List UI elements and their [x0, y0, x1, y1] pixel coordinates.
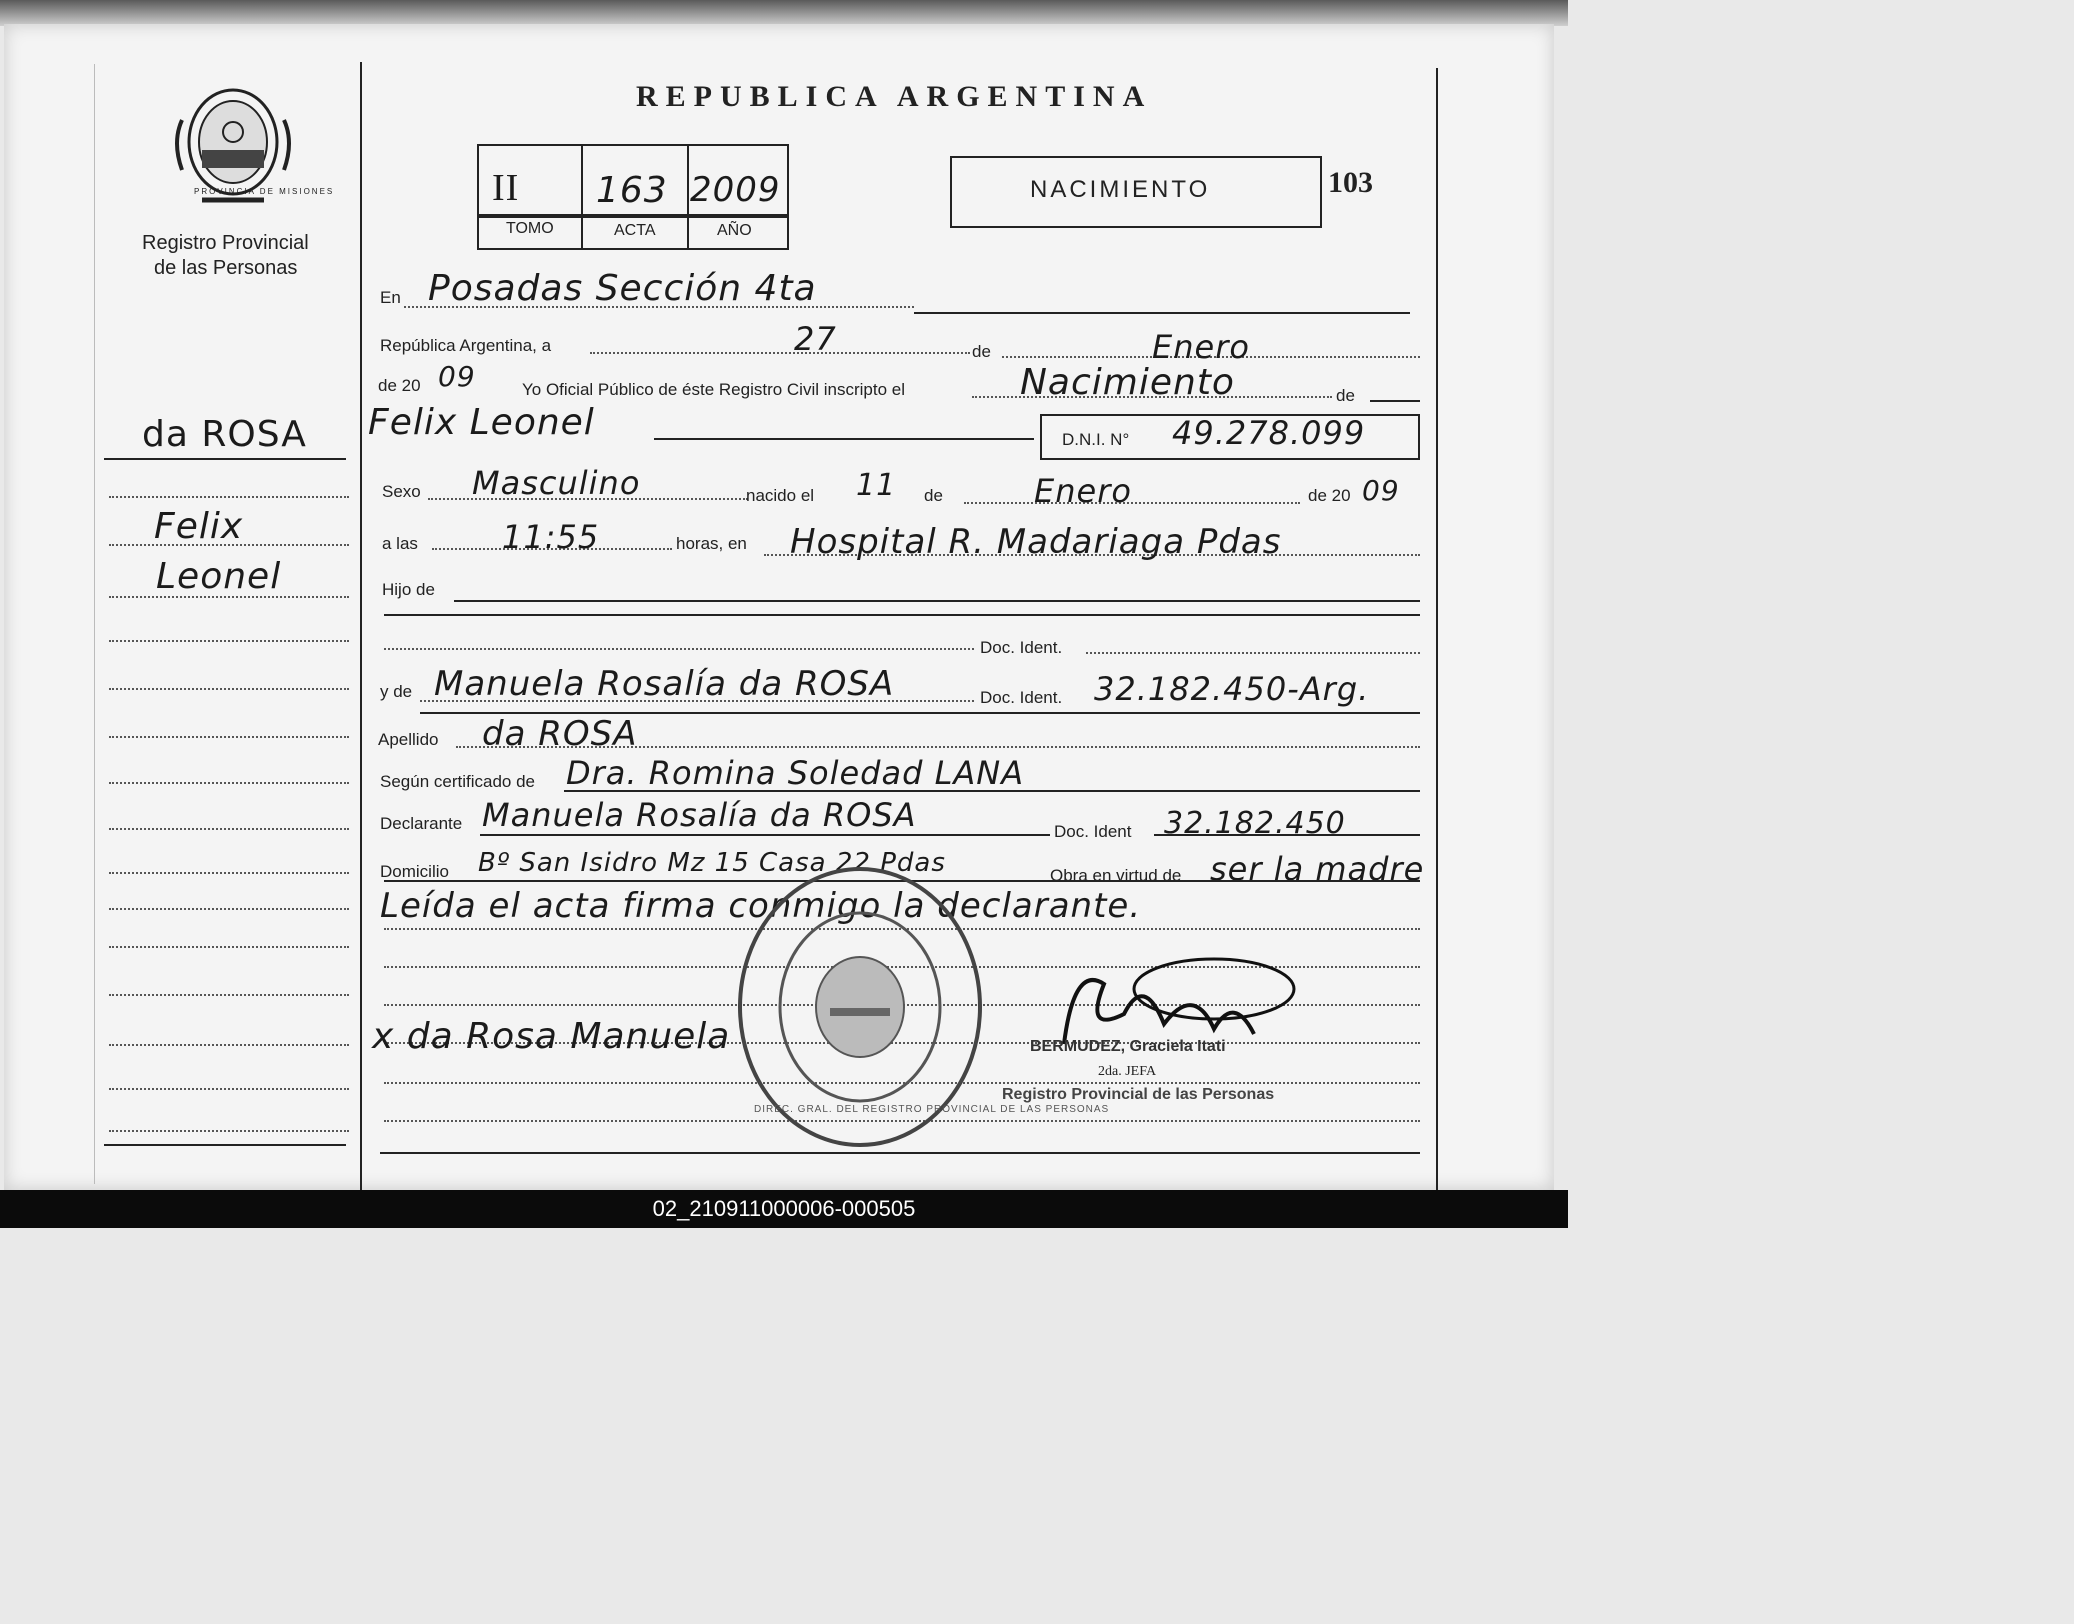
seal-legend: PROVINCIA DE MISIONES — [194, 187, 335, 196]
act-type: NACIMIENTO — [1030, 176, 1211, 203]
acta-label: ACTA — [614, 222, 656, 239]
de-label: de — [972, 342, 991, 361]
anio-value: 2009 — [690, 170, 781, 210]
form-line — [564, 790, 1420, 792]
sexo-value: Masculino — [472, 464, 641, 502]
apellido-value: da ROSA — [482, 714, 638, 754]
margin-firstname-2: Leonel — [156, 556, 282, 597]
madre-doc: 32.182.450-Arg. — [1094, 670, 1370, 708]
scan-top-strip — [0, 0, 1568, 26]
form-line — [404, 306, 914, 308]
de-label-2: de — [1336, 386, 1355, 405]
left-margin-line — [94, 64, 95, 1184]
certificado-label: Según certificado de — [380, 772, 535, 791]
obra-value: ser la madre — [1210, 850, 1425, 888]
doc-label-3: Doc. Ident — [1054, 822, 1132, 841]
stamp-text: DIREC. GRAL. DEL REGISTRO PROVINCIAL DE LAS PERSONAS — [754, 1104, 1110, 1115]
en-value: Posadas Sección 4ta — [428, 268, 817, 309]
registry-name-line1: Registro Provincial — [142, 232, 309, 254]
anio-label: AÑO — [717, 222, 752, 239]
hora-value: 11:55 — [502, 518, 600, 556]
child-name: Felix Leonel — [368, 402, 595, 443]
form-line — [914, 312, 1410, 314]
form-line — [456, 746, 1420, 748]
doc-label: Doc. Ident. — [980, 638, 1063, 657]
margin-line — [109, 1088, 349, 1090]
doc-label-2: Doc. Ident. — [980, 688, 1063, 707]
official-office: Registro Provincial de las Personas — [1002, 1086, 1275, 1103]
margin-line — [109, 1044, 349, 1046]
declarant-signature: x da Rosa Manuela — [372, 1016, 731, 1057]
margin-line — [109, 946, 349, 948]
year-label-2: de 20 — [1308, 486, 1351, 505]
obra-label: Obra en virtud de — [1050, 866, 1182, 885]
form-line — [1370, 400, 1420, 402]
country-title: REPUBLICA ARGENTINA — [636, 80, 1153, 113]
form-line — [380, 1152, 1420, 1154]
domicilio-label: Domicilio — [380, 862, 449, 881]
margin-line — [109, 544, 349, 546]
margin-surname: da ROSA — [142, 414, 307, 455]
hijo-label: Hijo de — [382, 580, 435, 599]
en-label: En — [380, 288, 401, 307]
declarante-label: Declarante — [380, 814, 463, 833]
margin-line — [109, 688, 349, 690]
yde-label: y de — [380, 682, 413, 701]
margin-line — [109, 872, 349, 874]
dni-value: 49.278.099 — [1172, 414, 1366, 452]
margin-line — [109, 994, 349, 996]
margin-line — [109, 1130, 349, 1132]
record-table-divider — [581, 216, 583, 250]
right-border — [1436, 68, 1438, 1190]
certificado-value: Dra. Romina Soledad LANA — [566, 754, 1025, 792]
declarante-doc: 32.182.450 — [1164, 806, 1346, 841]
margin-line — [109, 782, 349, 784]
form-line — [1086, 652, 1420, 654]
inscription-value: Nacimiento — [1020, 362, 1235, 403]
registry-name-line2: de las Personas — [154, 257, 298, 279]
form-line — [384, 614, 1420, 616]
de-label-3: de — [924, 486, 943, 505]
margin-line — [109, 496, 349, 498]
republica-label: República Argentina, a — [380, 336, 552, 355]
margin-line — [109, 596, 349, 598]
form-line — [454, 600, 1420, 602]
margin-line — [104, 1144, 346, 1146]
side-number: 103 — [1328, 166, 1373, 199]
madre-value: Manuela Rosalía da ROSA — [434, 664, 895, 704]
form-line — [1154, 834, 1420, 836]
nacido-label: nacido el — [746, 486, 815, 505]
form-line — [964, 502, 1300, 504]
form-line — [384, 648, 974, 650]
sexo-label: Sexo — [382, 482, 421, 501]
day-value: 27 — [794, 320, 837, 358]
margin-line — [109, 908, 349, 910]
record-table-divider — [687, 216, 689, 250]
margin-line — [109, 640, 349, 642]
month-value: Enero — [1152, 328, 1250, 366]
margin-line — [104, 458, 346, 460]
apellido-label: Apellido — [378, 730, 439, 749]
officer-text: Yo Oficial Público de éste Registro Civil inscripto el — [522, 380, 905, 399]
hora-label: a las — [382, 534, 418, 553]
column-divider — [360, 62, 362, 1190]
form-line — [654, 438, 1034, 440]
year-suffix: 09 — [438, 360, 476, 393]
official-name: BERMUDEZ, Graciela Itati — [1030, 1038, 1226, 1055]
form-line — [590, 352, 970, 354]
horas-label: horas, en — [676, 534, 747, 553]
margin-line — [109, 828, 349, 830]
dni-label: D.N.I. N° — [1062, 430, 1130, 449]
margin-firstname-1: Felix — [154, 506, 244, 547]
leida-text: Leída el acta firma conmigo la declarante. — [380, 886, 1142, 926]
tomo-value: II — [492, 167, 520, 209]
acta-value: 163 — [596, 170, 668, 211]
scan-footer-code: 02_210911000006-000505 — [0, 1190, 1568, 1228]
form-line — [480, 834, 1050, 836]
tomo-label: TOMO — [506, 220, 554, 237]
official-title: 2da. JEFA — [1098, 1064, 1157, 1079]
birth-day: 11 — [856, 468, 897, 503]
year-prefix: de 20 — [378, 376, 421, 395]
birth-month: Enero — [1034, 472, 1132, 510]
birth-year-suffix: 09 — [1362, 474, 1400, 507]
margin-line — [109, 736, 349, 738]
document-page — [4, 24, 1554, 1190]
declarante-value: Manuela Rosalía da ROSA — [482, 796, 917, 834]
domicilio-value: Bº San Isidro Mz 15 Casa 22 Pdas — [478, 848, 946, 878]
form-line — [420, 700, 974, 702]
lugar-value: Hospital R. Madariaga Pdas — [790, 522, 1282, 562]
